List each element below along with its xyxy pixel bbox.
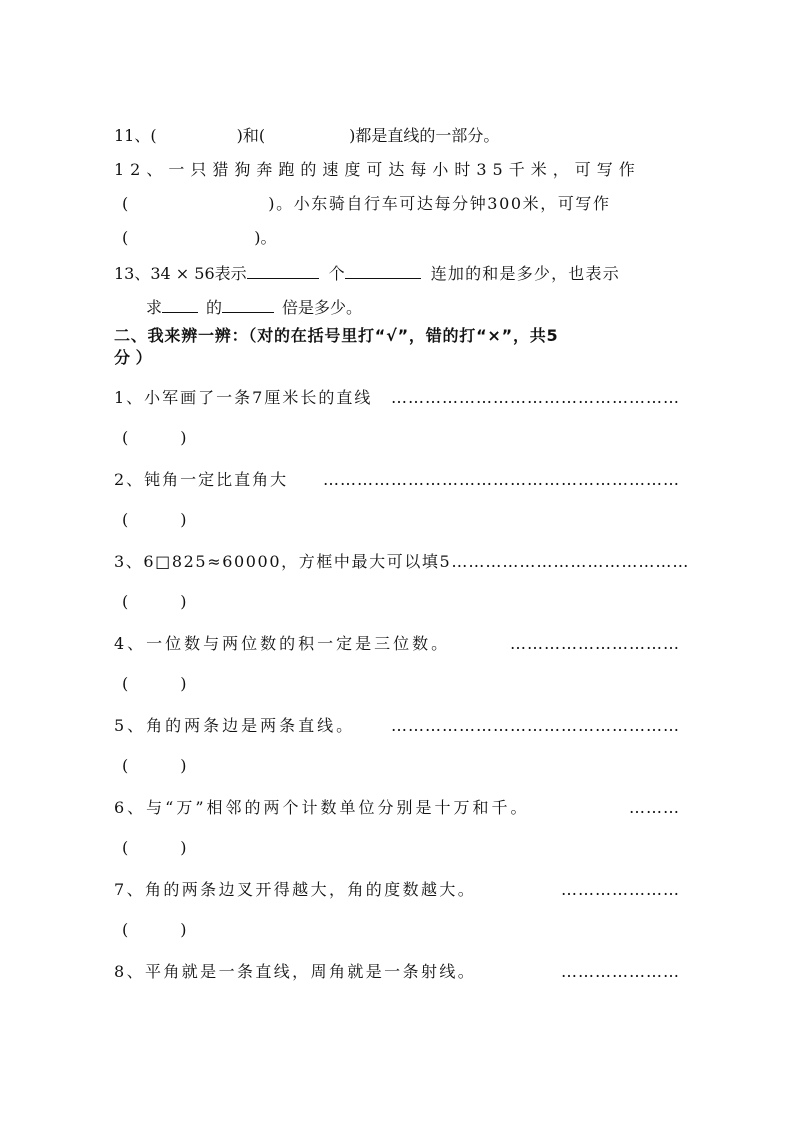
question-12-line3 [122,226,277,250]
question-11 [114,124,499,148]
section-2-heading-line2: 分 ） [114,348,152,367]
judgment-1-answer[interactable]: ( ) [122,428,187,447]
judgment-8-dots: ………………… [561,962,680,981]
judgment-6-dots: ……… [629,798,680,817]
q13-blank-2[interactable] [345,262,421,279]
q11-part-2: )和( [236,126,266,145]
judgment-6-text: 6、与“万”相邻的两个计数单位分别是十万和千。 [114,798,530,817]
question-12-line2 [122,192,611,216]
judgment-7-text: 7、角的两条边叉开得越大，角的度数越大。 [114,880,477,899]
judgment-1-text: 1、小军画了一条7厘米长的直线 [114,388,373,407]
judgment-7-answer[interactable]: ( ) [122,920,187,939]
judgment-5-answer[interactable]: ( ) [122,756,187,775]
judgment-item-6 [114,796,680,820]
judgment-item-1 [114,386,680,410]
question-12-line1 [114,158,680,182]
q13-text-4: 求 [146,298,163,317]
judgment-3-dots: …………………………………… [451,552,690,571]
q11-part-3: )都是直线的一部分。 [349,126,500,145]
q13-blank-1[interactable] [247,262,319,279]
q12-paren-open-2: ( [122,228,129,247]
judgment-item-8 [114,960,680,984]
judgment-4-dots: ………………………… [510,634,680,653]
q13-text-6: 倍是多少。 [282,298,363,317]
judgment-5-text: 5、角的两条边是两条直线。 [114,716,356,735]
judgment-item-5 [114,714,680,738]
q13-text-2: 个 [328,264,345,283]
judgment-8-text: 8、平角就是一条直线，周角就是一条射线。 [114,962,477,981]
judgment-item-4 [114,632,680,656]
judgment-4-answer[interactable]: ( ) [122,674,187,693]
q12-paren-open-1: ( [122,194,129,213]
q13-blank-4[interactable] [222,296,274,313]
judgment-4-text: 4、一位数与两位数的积一定是三位数。 [114,634,451,653]
judgment-item-7 [114,878,680,902]
question-13-line2 [146,296,362,320]
judgment-2-text: 2、钝角一定比直角大 [114,470,289,489]
judgment-3-text: 3、6□825≈60000，方框中最大可以填5 [114,552,452,571]
q12-text-2: )。小东骑自行车可达每分钟300米，可写作 [268,194,611,213]
judgment-5-dots: …………………………………………… [391,716,680,735]
q13-text-5: 的 [206,298,223,317]
judgment-2-dots: ……………………………………………………… [323,470,680,489]
judgment-3-answer[interactable]: ( ) [122,592,187,611]
question-13-line1 [114,262,620,286]
judgment-2-answer[interactable]: ( ) [122,510,187,529]
q13-blank-3[interactable] [162,296,198,313]
judgment-1-dots: …………………………………………… [391,388,680,407]
judgment-item-2 [114,468,680,492]
judgment-6-answer[interactable]: ( ) [122,838,187,857]
q12-text-1: 12、一只猎狗奔跑的速度可达每小时35千米，可写作 [114,160,641,179]
judgment-7-dots: ………………… [561,880,680,899]
q12-text-3: )。 [254,228,277,247]
q13-text-1: 13、34 × 56表示 [114,264,247,283]
q11-part-1: 11、( [114,126,157,145]
section-2-heading-line1: 二、我来辨一辨：（对的在括号里打“√”，错的打“×”，共5 [114,326,559,345]
judgment-item-3 [114,550,690,574]
q13-text-3: 连加的和是多少，也表示 [430,264,620,283]
